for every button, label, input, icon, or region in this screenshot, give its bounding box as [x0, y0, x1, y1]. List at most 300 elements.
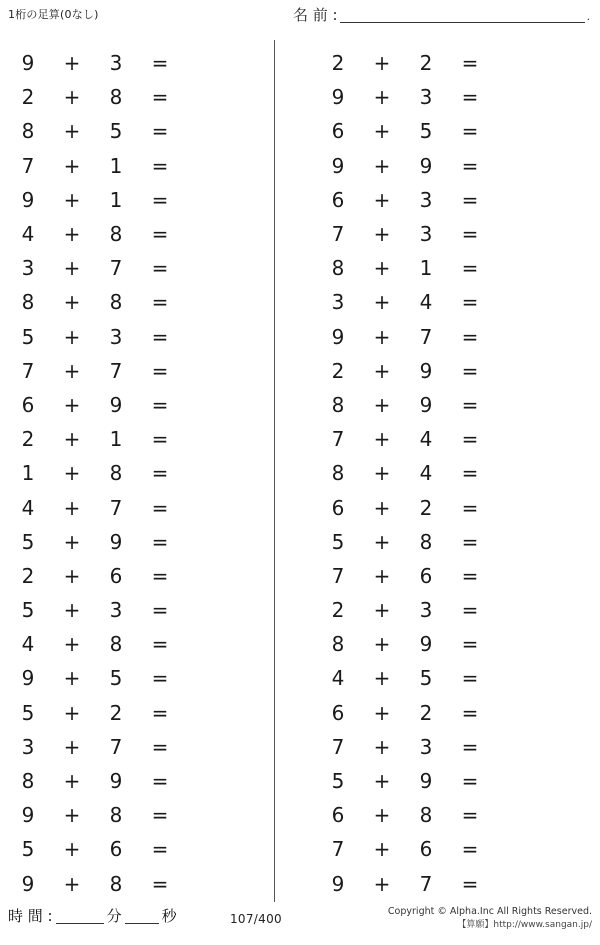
operand-first: 9: [331, 85, 345, 110]
plus-icon: +: [373, 803, 391, 828]
operand-second: 3: [419, 85, 433, 110]
answer-blank[interactable]: [492, 428, 552, 450]
equals-icon: =: [461, 871, 479, 896]
plus-icon: +: [63, 392, 81, 417]
operand-second: 8: [109, 85, 123, 110]
problem-row: [316, 764, 600, 798]
operand-second: 8: [109, 222, 123, 247]
answer-blank[interactable]: [492, 394, 552, 416]
answer-blank[interactable]: [492, 873, 552, 895]
operand-first: 8: [331, 256, 345, 281]
problem-row: [316, 525, 600, 559]
problem-row: [0, 285, 274, 319]
copyright-line-2: 【算願】http://www.sangan.jp/: [457, 919, 592, 930]
answer-blank[interactable]: [492, 599, 552, 621]
equals-icon: =: [461, 358, 479, 383]
answer-blank[interactable]: [182, 52, 242, 74]
operand-first: 8: [21, 119, 35, 144]
operand-second: 4: [419, 427, 433, 452]
operand-first: 5: [21, 324, 35, 349]
problem-row: [0, 627, 274, 661]
plus-icon: +: [373, 871, 391, 896]
plus-icon: +: [373, 358, 391, 383]
plus-icon: +: [63, 529, 81, 554]
operand-second: 9: [109, 769, 123, 794]
problem-row: [316, 80, 600, 114]
operand-first: 9: [21, 51, 35, 76]
problem-row: [0, 867, 274, 901]
problem-row: [316, 46, 600, 80]
problem-row: [0, 217, 274, 251]
equals-icon: =: [461, 256, 479, 281]
plus-icon: +: [63, 461, 81, 486]
operand-first: 3: [21, 734, 35, 759]
plus-icon: +: [63, 666, 81, 691]
answer-blank[interactable]: [492, 257, 552, 279]
operand-second: 7: [109, 495, 123, 520]
equals-icon: =: [151, 51, 169, 76]
answer-blank[interactable]: [182, 804, 242, 826]
problem-row: [0, 798, 274, 832]
equals-icon: =: [151, 734, 169, 759]
plus-icon: +: [373, 153, 391, 178]
problem-row: [0, 388, 274, 422]
equals-icon: =: [461, 153, 479, 178]
answer-blank[interactable]: [182, 736, 242, 758]
operand-second: 6: [109, 563, 123, 588]
equals-icon: =: [461, 632, 479, 657]
answer-blank[interactable]: [182, 873, 242, 895]
answer-blank[interactable]: [182, 223, 242, 245]
operand-second: 7: [419, 324, 433, 349]
operand-second: 4: [419, 290, 433, 315]
operand-second: 8: [419, 803, 433, 828]
operand-second: 8: [109, 290, 123, 315]
answer-blank[interactable]: [182, 326, 242, 348]
time-field-area: [8, 908, 177, 924]
operand-second: 9: [109, 392, 123, 417]
problem-row: [316, 661, 600, 695]
equals-icon: =: [151, 871, 169, 896]
problem-row: [0, 251, 274, 285]
plus-icon: +: [63, 871, 81, 896]
operand-first: 3: [331, 290, 345, 315]
problem-row: [316, 832, 600, 866]
equals-icon: =: [461, 803, 479, 828]
operand-first: 6: [331, 700, 345, 725]
operand-first: 6: [331, 495, 345, 520]
answer-blank[interactable]: [492, 223, 552, 245]
answer-blank[interactable]: [182, 838, 242, 860]
problem-row: [316, 251, 600, 285]
answer-blank[interactable]: [492, 565, 552, 587]
operand-second: 3: [419, 598, 433, 623]
equals-icon: =: [151, 666, 169, 691]
equals-icon: =: [151, 837, 169, 862]
plus-icon: +: [63, 769, 81, 794]
equals-icon: =: [151, 700, 169, 725]
equals-icon: =: [151, 632, 169, 657]
plus-icon: +: [373, 290, 391, 315]
answer-blank[interactable]: [492, 667, 552, 689]
operand-first: 7: [331, 222, 345, 247]
equals-icon: =: [151, 324, 169, 349]
equals-icon: =: [461, 51, 479, 76]
problem-row: [0, 730, 274, 764]
problem-row: [316, 490, 600, 524]
operand-second: 9: [419, 769, 433, 794]
problem-row: [0, 832, 274, 866]
page-number: 107/400: [230, 912, 282, 926]
operand-second: 1: [109, 153, 123, 178]
equals-icon: =: [461, 324, 479, 349]
seconds-input-line[interactable]: [125, 908, 159, 924]
operand-first: 8: [331, 392, 345, 417]
operand-second: 3: [419, 734, 433, 759]
operand-first: 9: [331, 324, 345, 349]
answer-blank[interactable]: [182, 291, 242, 313]
problem-row: [0, 764, 274, 798]
problem-row: [0, 490, 274, 524]
equals-icon: =: [461, 392, 479, 417]
plus-icon: +: [373, 563, 391, 588]
operand-second: 9: [419, 358, 433, 383]
problem-row: [316, 354, 600, 388]
problem-row: [316, 114, 600, 148]
operand-second: 6: [109, 837, 123, 862]
operand-second: 8: [419, 529, 433, 554]
equals-icon: =: [461, 837, 479, 862]
problem-row: [316, 867, 600, 901]
operand-first: 9: [331, 153, 345, 178]
plus-icon: +: [63, 256, 81, 281]
equals-icon: =: [461, 734, 479, 759]
operand-second: 8: [109, 803, 123, 828]
problem-row: [0, 456, 274, 490]
worksheet-header: [0, 0, 600, 40]
answer-blank[interactable]: [492, 86, 552, 108]
name-input-line[interactable]: [340, 6, 585, 23]
equals-icon: =: [461, 222, 479, 247]
problem-row: [316, 730, 600, 764]
plus-icon: +: [373, 495, 391, 520]
answer-blank[interactable]: [492, 702, 552, 724]
operand-second: 3: [109, 324, 123, 349]
minutes-input-line[interactable]: [56, 908, 104, 924]
plus-icon: +: [373, 85, 391, 110]
plus-icon: +: [63, 324, 81, 349]
plus-icon: +: [63, 222, 81, 247]
plus-icon: +: [63, 427, 81, 452]
operand-second: 9: [419, 632, 433, 657]
operand-first: 4: [21, 632, 35, 657]
operand-second: 6: [419, 837, 433, 862]
plus-icon: +: [63, 563, 81, 588]
problem-row: [316, 593, 600, 627]
plus-icon: +: [373, 324, 391, 349]
answer-blank[interactable]: [492, 155, 552, 177]
plus-icon: +: [63, 290, 81, 315]
equals-icon: =: [151, 769, 169, 794]
problem-row: [316, 388, 600, 422]
answer-blank[interactable]: [182, 497, 242, 519]
sheet-title: 1桁の足算(0なし): [8, 8, 99, 21]
operand-first: 6: [331, 187, 345, 212]
problem-row: [0, 525, 274, 559]
answer-blank[interactable]: [492, 531, 552, 553]
answer-blank[interactable]: [492, 120, 552, 142]
plus-icon: +: [373, 256, 391, 281]
problem-row: [316, 320, 600, 354]
equals-icon: =: [151, 598, 169, 623]
operand-first: 2: [331, 358, 345, 383]
answer-blank[interactable]: [492, 804, 552, 826]
answer-blank[interactable]: [182, 565, 242, 587]
plus-icon: +: [373, 461, 391, 486]
operand-second: 9: [109, 529, 123, 554]
operand-first: 6: [331, 803, 345, 828]
plus-icon: +: [373, 119, 391, 144]
problem-row: [316, 798, 600, 832]
answer-blank[interactable]: [182, 770, 242, 792]
problem-row: [316, 217, 600, 251]
plus-icon: +: [373, 700, 391, 725]
operand-second: 1: [109, 187, 123, 212]
problem-row: [0, 320, 274, 354]
answer-blank[interactable]: [182, 667, 242, 689]
answer-blank[interactable]: [182, 257, 242, 279]
operand-first: 7: [331, 563, 345, 588]
operand-second: 8: [109, 871, 123, 896]
plus-icon: +: [373, 187, 391, 212]
answer-blank[interactable]: [492, 633, 552, 655]
equals-icon: =: [461, 187, 479, 212]
operand-second: 9: [419, 153, 433, 178]
answer-blank[interactable]: [182, 86, 242, 108]
equals-icon: =: [151, 290, 169, 315]
worksheet-footer: [0, 902, 600, 945]
operand-second: 3: [109, 51, 123, 76]
equals-icon: =: [151, 358, 169, 383]
answer-blank[interactable]: [492, 189, 552, 211]
right-problem-column: [274, 40, 600, 902]
plus-icon: +: [63, 51, 81, 76]
equals-icon: =: [151, 529, 169, 554]
operand-second: 2: [419, 700, 433, 725]
equals-icon: =: [151, 495, 169, 520]
operand-first: 4: [21, 495, 35, 520]
answer-blank[interactable]: [492, 736, 552, 758]
answer-blank[interactable]: [182, 633, 242, 655]
equals-icon: =: [151, 256, 169, 281]
equals-icon: =: [151, 427, 169, 452]
answer-blank[interactable]: [492, 770, 552, 792]
equals-icon: =: [461, 700, 479, 725]
plus-icon: +: [373, 51, 391, 76]
answer-blank[interactable]: [182, 155, 242, 177]
problem-row: [316, 456, 600, 490]
problem-row: [316, 559, 600, 593]
plus-icon: +: [373, 666, 391, 691]
operand-first: 2: [21, 563, 35, 588]
operand-first: 4: [331, 666, 345, 691]
operand-first: 9: [21, 803, 35, 828]
operand-first: 8: [331, 461, 345, 486]
equals-icon: =: [461, 666, 479, 691]
operand-first: 1: [21, 461, 35, 486]
equals-icon: =: [461, 495, 479, 520]
operand-second: 7: [109, 256, 123, 281]
answer-blank[interactable]: [182, 599, 242, 621]
plus-icon: +: [63, 632, 81, 657]
answer-blank[interactable]: [492, 52, 552, 74]
operand-second: 2: [419, 51, 433, 76]
problem-row: [0, 661, 274, 695]
operand-first: 9: [21, 666, 35, 691]
equals-icon: =: [461, 461, 479, 486]
answer-blank[interactable]: [182, 702, 242, 724]
plus-icon: +: [63, 700, 81, 725]
answer-blank[interactable]: [492, 838, 552, 860]
operand-first: 4: [21, 222, 35, 247]
operand-first: 9: [331, 871, 345, 896]
equals-icon: =: [461, 598, 479, 623]
plus-icon: +: [373, 427, 391, 452]
operand-first: 5: [21, 598, 35, 623]
equals-icon: =: [461, 563, 479, 588]
problem-row: [0, 149, 274, 183]
operand-first: 2: [21, 427, 35, 452]
plus-icon: +: [373, 222, 391, 247]
operand-second: 4: [419, 461, 433, 486]
operand-second: 5: [419, 666, 433, 691]
plus-icon: +: [373, 598, 391, 623]
answer-blank[interactable]: [492, 291, 552, 313]
operand-second: 6: [419, 563, 433, 588]
name-field-area: [293, 6, 590, 23]
equals-icon: =: [151, 119, 169, 144]
equals-icon: =: [151, 392, 169, 417]
name-label: 名 前 :: [293, 6, 338, 24]
minutes-unit-label: 分: [106, 907, 122, 925]
operand-first: 6: [21, 392, 35, 417]
plus-icon: +: [63, 598, 81, 623]
operand-first: 7: [21, 358, 35, 383]
answer-blank[interactable]: [492, 360, 552, 382]
operand-first: 8: [331, 632, 345, 657]
operand-first: 3: [21, 256, 35, 281]
answer-blank[interactable]: [182, 189, 242, 211]
equals-icon: =: [461, 529, 479, 554]
plus-icon: +: [63, 187, 81, 212]
equals-icon: =: [151, 187, 169, 212]
problem-row: [316, 696, 600, 730]
problem-row: [0, 696, 274, 730]
answer-blank[interactable]: [182, 462, 242, 484]
plus-icon: +: [63, 803, 81, 828]
plus-icon: +: [373, 392, 391, 417]
equals-icon: =: [151, 803, 169, 828]
operand-first: 5: [21, 700, 35, 725]
copyright-line-1: Copyright © Alpha.Inc All Rights Reserved.: [387, 906, 592, 917]
problem-row: [0, 114, 274, 148]
answer-blank[interactable]: [492, 462, 552, 484]
answer-blank[interactable]: [492, 326, 552, 348]
operand-second: 5: [109, 119, 123, 144]
plus-icon: +: [373, 632, 391, 657]
plus-icon: +: [63, 85, 81, 110]
plus-icon: +: [63, 734, 81, 759]
plus-icon: +: [373, 529, 391, 554]
equals-icon: =: [461, 290, 479, 315]
answer-blank[interactable]: [182, 531, 242, 553]
operand-first: 5: [21, 529, 35, 554]
plus-icon: +: [373, 769, 391, 794]
equals-icon: =: [151, 563, 169, 588]
problem-row: [0, 593, 274, 627]
problem-row: [316, 149, 600, 183]
operand-first: 7: [331, 837, 345, 862]
problem-row: [316, 285, 600, 319]
operand-second: 7: [109, 358, 123, 383]
equals-icon: =: [151, 85, 169, 110]
problem-row: [0, 183, 274, 217]
problem-row: [316, 183, 600, 217]
answer-blank[interactable]: [492, 497, 552, 519]
operand-second: 5: [109, 666, 123, 691]
time-label: 時 間 :: [8, 907, 53, 925]
problem-columns: [0, 40, 600, 902]
operand-second: 7: [419, 871, 433, 896]
name-dot: .: [586, 10, 591, 23]
copyright-notice: [388, 905, 592, 932]
problem-row: [0, 80, 274, 114]
operand-first: 2: [331, 598, 345, 623]
operand-first: 5: [21, 837, 35, 862]
operand-first: 2: [21, 85, 35, 110]
equals-icon: =: [461, 427, 479, 452]
operand-second: 1: [419, 256, 433, 281]
plus-icon: +: [373, 837, 391, 862]
operand-first: 5: [331, 529, 345, 554]
operand-first: 6: [331, 119, 345, 144]
operand-first: 8: [21, 769, 35, 794]
answer-blank[interactable]: [182, 394, 242, 416]
operand-first: 8: [21, 290, 35, 315]
equals-icon: =: [461, 119, 479, 144]
plus-icon: +: [373, 734, 391, 759]
plus-icon: +: [63, 153, 81, 178]
problem-row: [316, 627, 600, 661]
operand-second: 5: [419, 119, 433, 144]
operand-second: 9: [419, 392, 433, 417]
answer-blank[interactable]: [182, 360, 242, 382]
plus-icon: +: [63, 495, 81, 520]
operand-second: 3: [419, 222, 433, 247]
operand-second: 2: [419, 495, 433, 520]
operand-second: 8: [109, 461, 123, 486]
operand-first: 9: [21, 871, 35, 896]
operand-first: 2: [331, 51, 345, 76]
operand-first: 9: [21, 187, 35, 212]
problem-row: [0, 559, 274, 593]
plus-icon: +: [63, 358, 81, 383]
plus-icon: +: [63, 837, 81, 862]
answer-blank[interactable]: [182, 120, 242, 142]
answer-blank[interactable]: [182, 428, 242, 450]
operand-second: 3: [419, 187, 433, 212]
operand-second: 3: [109, 598, 123, 623]
